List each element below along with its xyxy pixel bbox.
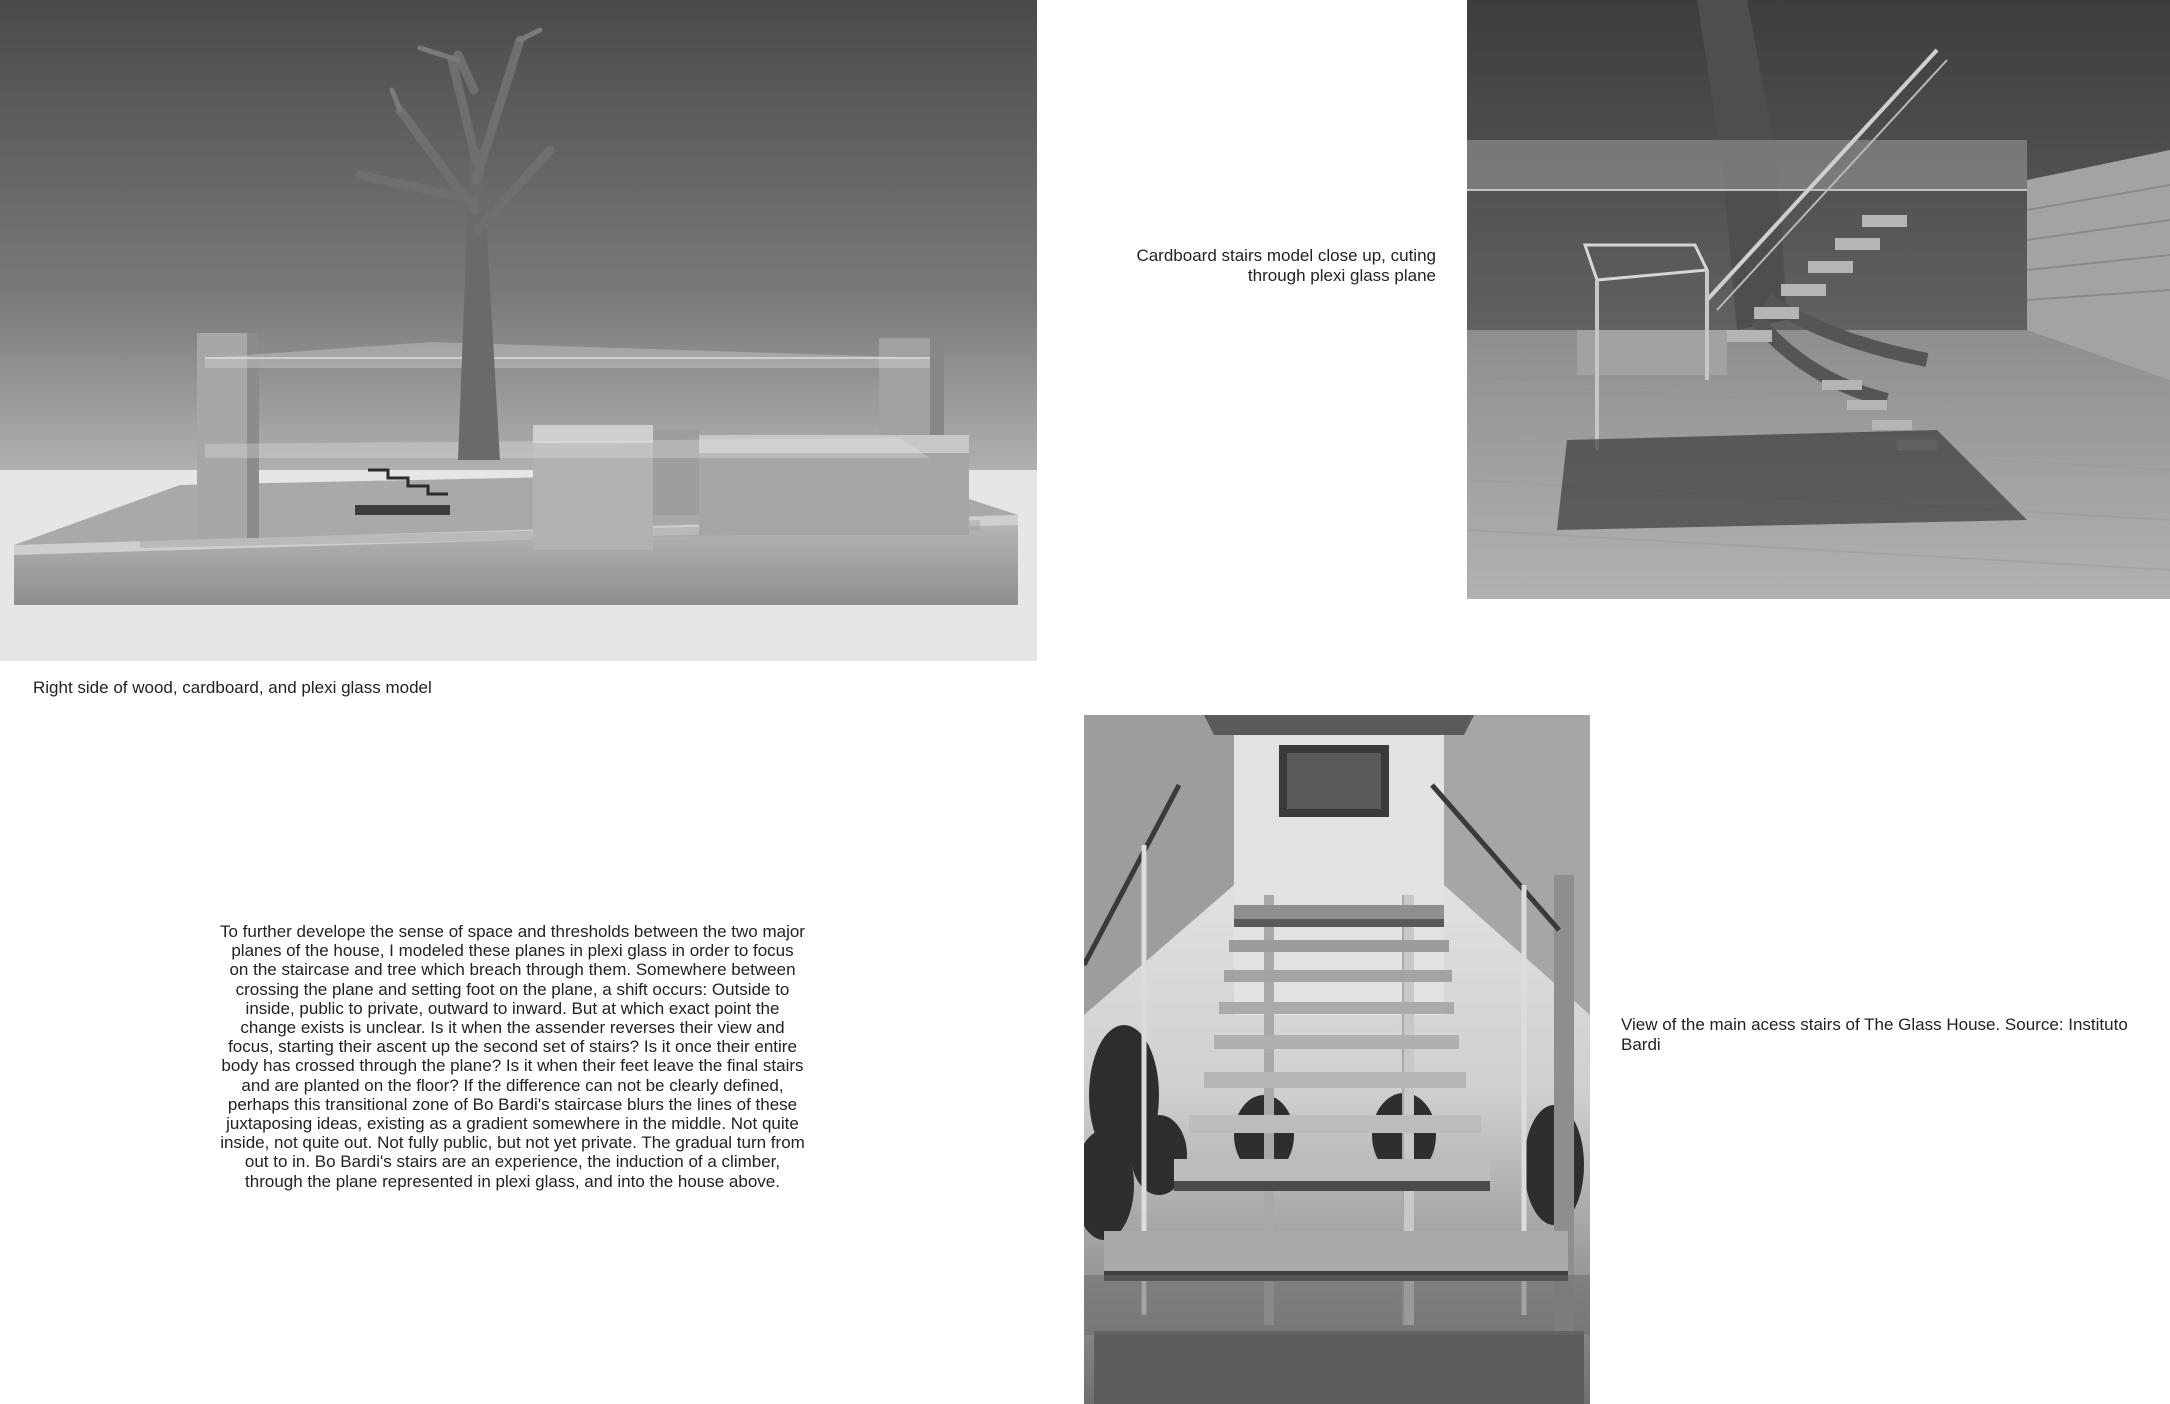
- glass-house-stairs-photo: [1084, 715, 1590, 1404]
- model-right-caption: Right side of wood, cardboard, and plexi glass model: [33, 678, 432, 697]
- glass-house-stairs-caption: View of the main acess stairs of The Glass House. Source: Instituto Bardi: [1621, 1015, 2128, 1054]
- essay-paragraph: To further develope the sense of space and thresholds between the two major planes of the house, I modeled these planes in plexi glass in order to focus on the staircase and tree which breach through them. Somewhere between crossing the plane and setting foot on the plane, a shift occurs: Outside to inside, public to private, outward to inward. But at which exact point the change exists is unclear. Is it when the assender reverses their view and focus, starting their ascent up the second set of stairs? Is it once their entire body has crossed through the plane? Is it when their feet leave the final stairs and are planted on the floor? If the difference can not be clearly defined, perhaps this transitional zone of Bo Bardi's staircase blurs the lines of these juxtaposing ideas, existing as a gradient somewhere in the middle. Not quite inside, not quite out. Not fully public, but not yet private. The gradual turn from out to in. Bo Bardi's stairs are an experience, the induction of a climber, through the plane represented in plexi glass, and into the house above.: [220, 922, 805, 1191]
- stairs-closeup-photo: [1467, 0, 2170, 599]
- stairs-closeup-caption: Cardboard stairs model close up, cuting through plexi glass plane: [1136, 246, 1436, 285]
- model-right-photo: [0, 0, 1037, 661]
